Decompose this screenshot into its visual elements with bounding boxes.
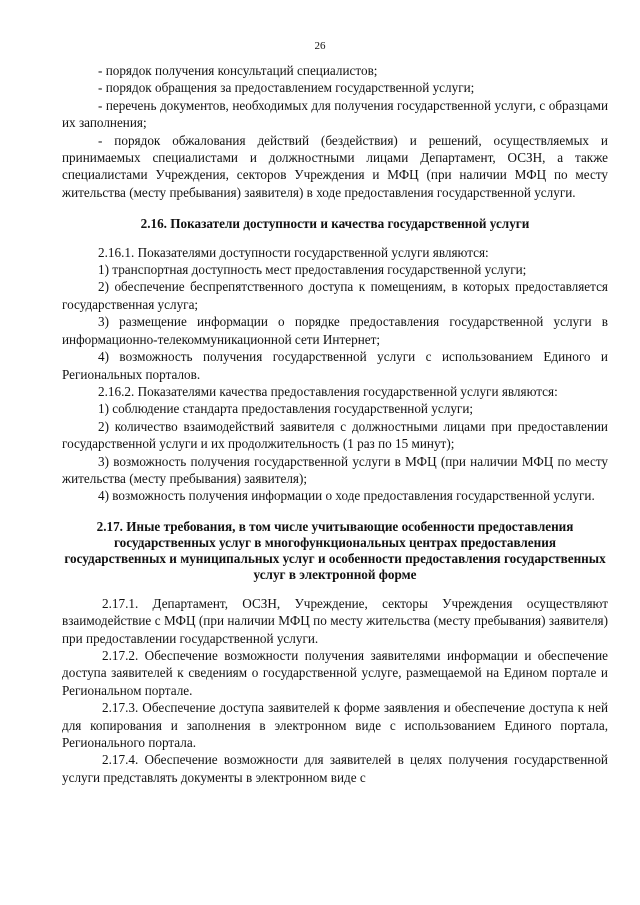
paragraph: 2.17.4. Обеспечение возможности для заявителей в целях получения государственной услуги представлять документы в электронном виде с [62,752,608,785]
paragraph: 2.17.1. Департамент, ОСЗН, Учреждение, секторы Учреждения осуществляют взаимодействие с МФЦ (при наличии МФЦ по месту жительства (месту пребывания) заявителя) при предоставлении государственной услуги. [62,595,608,646]
paragraph: 2.16.2. Показателями качества предоставления государственной услуги являются: [98,383,558,399]
paragraph: 1) транспортная доступность мест предоставления государственной услуги; [98,262,527,278]
section-heading-2-17: 2.17. Иные требования, в том числе учитывающие особенности предоставления государственных услуг в многофункциональных центрах предоставления государственных и муниципальных услуг и особенности предоставления государственных услуг в электронной форме [64,518,606,582]
list-item: - перечень документов, необходимых для получения государственной услуги, с образцами их заполнения; [62,97,608,131]
paragraph: 1) соблюдение стандарта предоставления государственной услуги; [98,401,474,417]
list-item: - порядок обжалования действий (бездействия) и решений, осуществляемых и принимаемых специалистами и должностными лицами Департамент, ОСЗН, а также специалистами Учреждения, секторов Учреждения и МФЦ (при наличии МФЦ по месту жительства (месту пребывания) заявителя) в ходе предоставления государственной услуги. [62,132,608,200]
page-number: 26 [314,40,326,52]
paragraph: 2.16.1. Показателями доступности государственной услуги являются: [98,244,489,260]
paragraph: 3) возможность получения государственной услуги в МФЦ (при наличии МФЦ по месту жительства (месту пребывания) заявителя); [62,453,608,486]
section-heading-2-16: 2.16. Показатели доступности и качества государственной услуги [140,216,530,232]
paragraph: 2) обеспечение беспрепятственного доступа к помещениям, в которых предоставляется государственная услуга; [62,279,608,312]
paragraph: 2.17.2. Обеспечение возможности получения заявителями информации и обеспечение доступа заявителей к сведениям о государственной услуге, размещаемой на Едином портале и Региональном портале. [62,647,608,698]
paragraph: 2.17.3. Обеспечение доступа заявителей к форме заявления и обеспечение доступа к ней для копирования и заполнения в электронном виде с использованием Единого портала, Регионального портала. [62,700,608,750]
paragraph: 4) возможность получения информации о ходе предоставления государственной услуги. [98,488,595,504]
paragraph: 4) возможность получения государственной услуги с использованием Единого и Региональных порталов. [62,349,608,382]
paragraph: 2) количество взаимодействий заявителя с должностными лицами при предоставлении государственной услуги и их продолжительность (1 раз по 15 минут); [62,418,608,452]
list-item: - порядок получения консультаций специалистов; [98,63,378,78]
paragraph: 3) размещение информации о порядке предоставления государственной услуги в информационно-телекоммуникационной сети Интернет; [62,314,608,347]
list-item: - порядок обращения за предоставлением государственной услуги; [98,80,475,96]
document-body [62,62,608,786]
